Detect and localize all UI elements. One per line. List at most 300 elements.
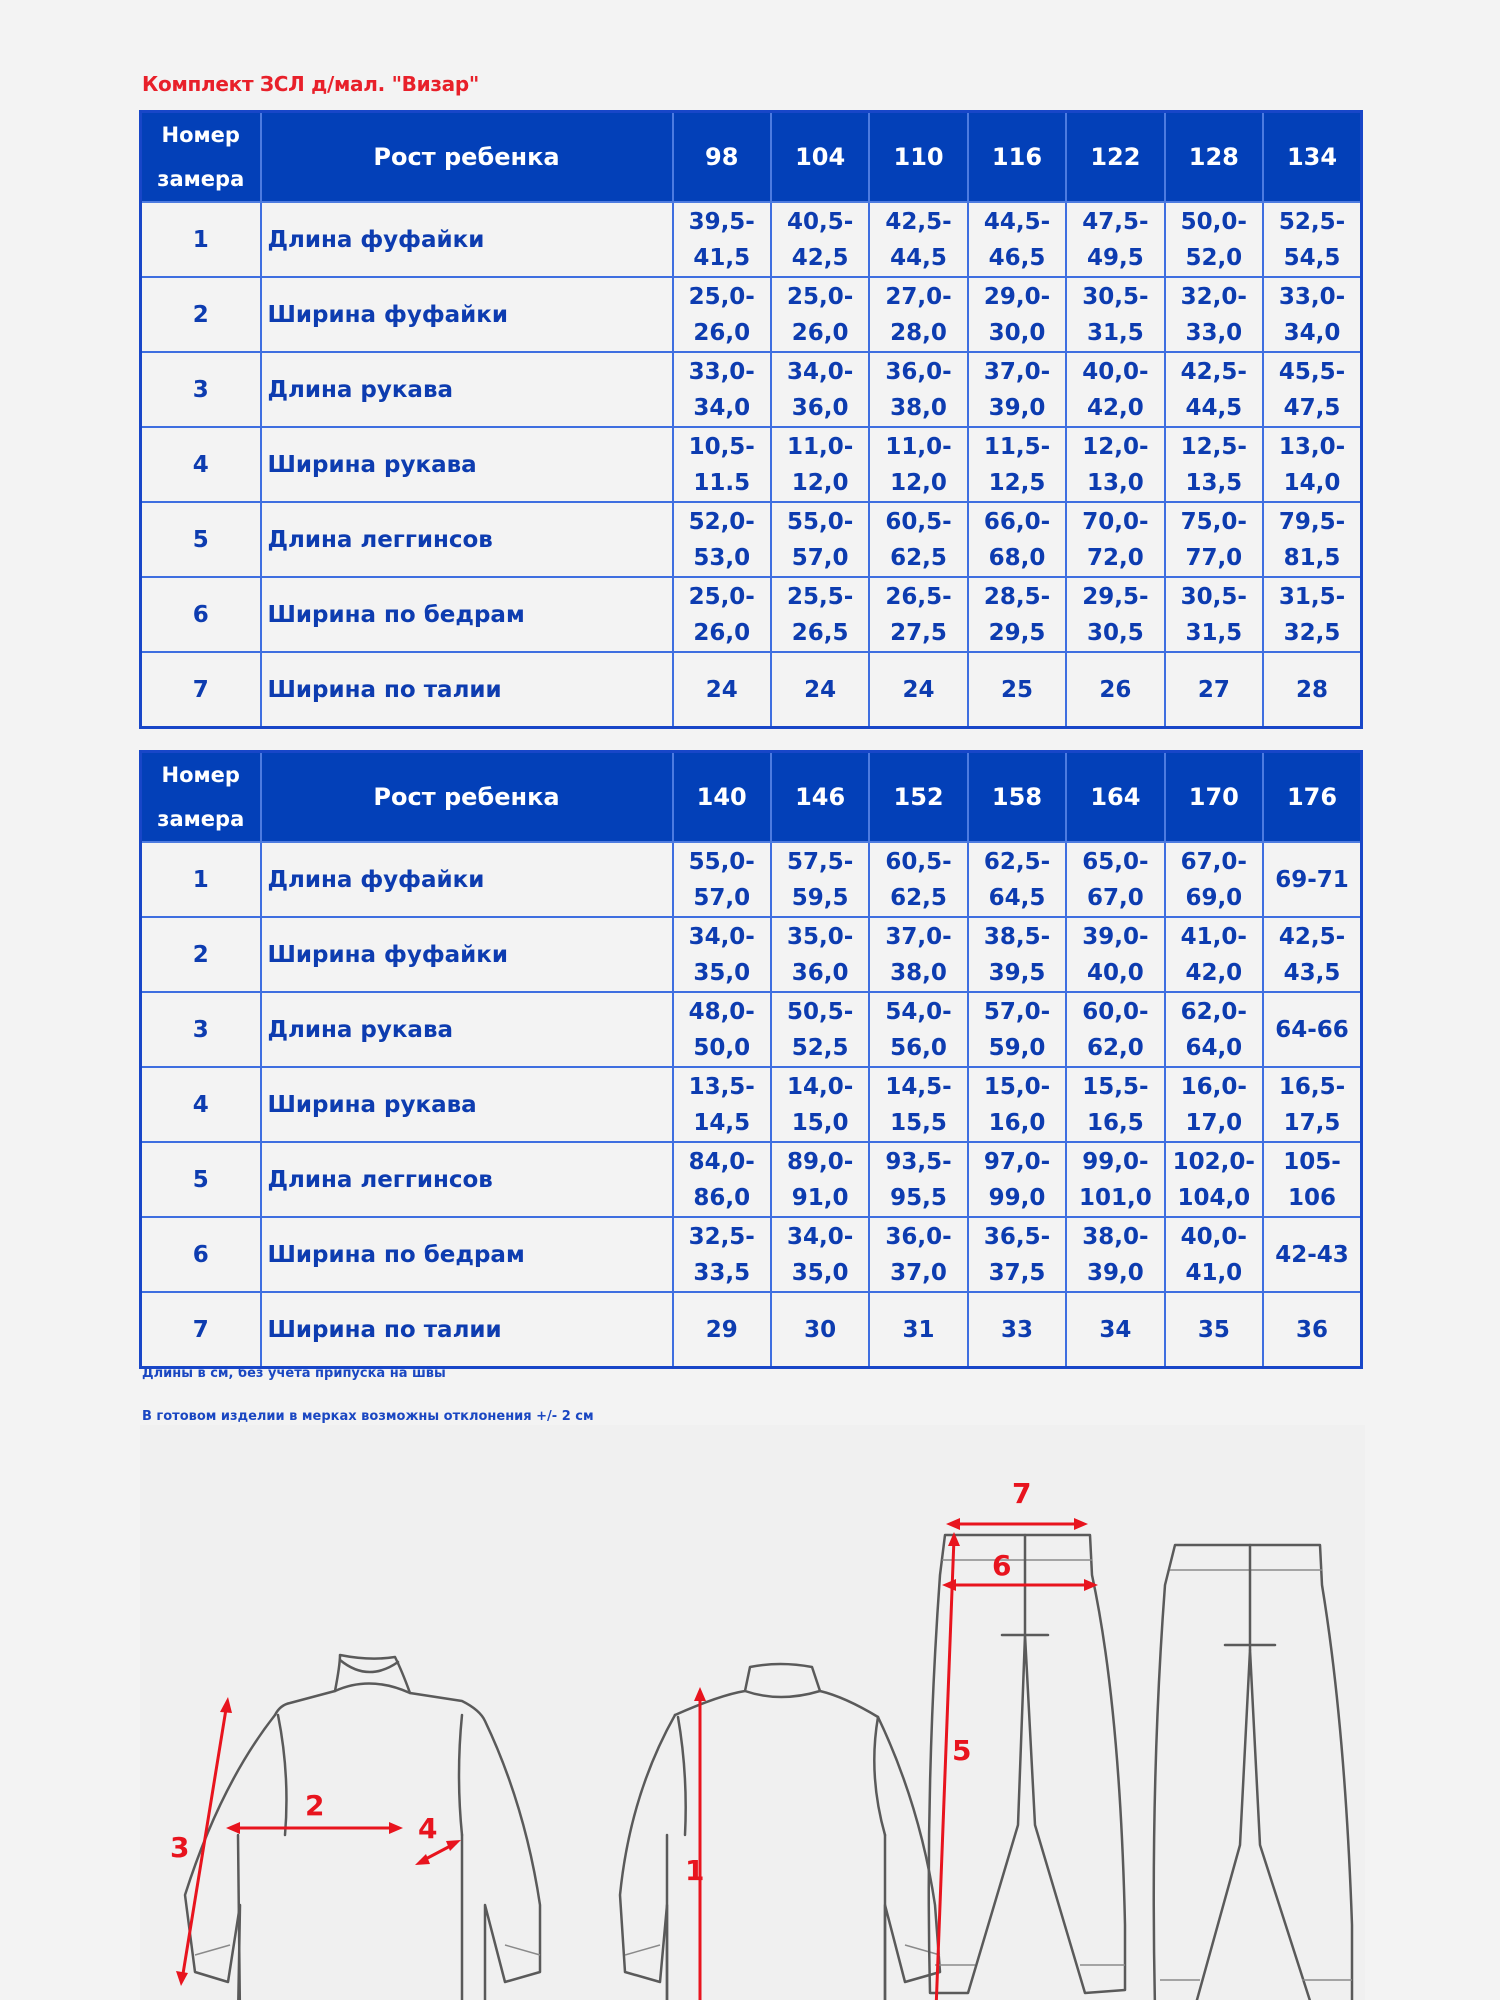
measure-value: 39,5-: [688, 208, 755, 235]
size-header-98: 98: [673, 112, 771, 203]
measure-value-cell: [673, 1217, 771, 1292]
measure-value: 39,5: [988, 959, 1046, 986]
table-row: [141, 202, 1362, 277]
height-header: Рост ребенка: [261, 112, 673, 203]
measure-value: 36: [1296, 1316, 1329, 1343]
measure-value: 28: [1296, 676, 1329, 703]
measure-value: 30: [804, 1316, 837, 1343]
measure-label: Длина рукава: [261, 992, 673, 1067]
measure-value: 42,5-: [885, 208, 952, 235]
table-row: [141, 992, 1362, 1067]
measure-value-cell: [673, 917, 771, 992]
measure-value-cell: [968, 1292, 1066, 1368]
measure-value-cell: [1165, 1142, 1263, 1217]
marker-5-label: 5: [952, 1734, 972, 1767]
measure-value: 36,0: [791, 959, 849, 986]
table-row: [141, 1292, 1362, 1368]
measure-value-cell: [1165, 842, 1263, 917]
measure-value-cell: [869, 352, 967, 427]
measure-value-cell: [1165, 652, 1263, 728]
measure-value: 26,5: [791, 619, 849, 646]
measure-value: 38,0: [890, 959, 947, 986]
marker-1-label: 1: [685, 1854, 705, 1887]
measure-value: 40,5-: [786, 208, 854, 235]
measure-value: 47,5-: [1082, 208, 1149, 235]
measure-value-cell: [1165, 577, 1263, 652]
measure-value-cell: [771, 1292, 869, 1368]
measure-value-cell: [968, 917, 1066, 992]
measure-value: 62,0-: [1180, 998, 1247, 1025]
size-header-176: 176: [1263, 752, 1361, 843]
measure-value: 69-71: [1275, 866, 1349, 893]
measure-value: 26,0: [693, 619, 751, 646]
table-row: [141, 1067, 1362, 1142]
measure-value-cell: [968, 652, 1066, 728]
measure-value: 26,0: [791, 319, 849, 346]
measure-value: 69,0: [1185, 884, 1243, 911]
measure-value: 67,0-: [1180, 848, 1247, 875]
measure-value: 30,5: [1087, 619, 1144, 646]
measure-value: 12,5-: [1180, 433, 1247, 460]
measure-value-cell: [869, 502, 967, 577]
measure-value: 39,0-: [1082, 923, 1149, 950]
measure-value: 24: [804, 676, 837, 703]
measure-value: 35,0-: [786, 923, 854, 950]
measure-value: 40,0-: [1082, 358, 1149, 385]
measure-number: 7: [141, 652, 261, 728]
measure-value-cell: [1165, 202, 1263, 277]
measure-value-cell: [869, 427, 967, 502]
measure-value: 15,5-: [1082, 1073, 1149, 1100]
measure-value: 11,0-: [885, 433, 952, 460]
measure-value: 33,5: [693, 1259, 751, 1286]
measure-value: 64-66: [1275, 1016, 1349, 1043]
measure-value: 53,0: [693, 544, 751, 571]
measure-value-cell: [673, 652, 771, 728]
measure-value: 41,0-: [1180, 923, 1247, 950]
measure-value: 55,0-: [688, 848, 755, 875]
measure-value: 43,5: [1283, 959, 1341, 986]
measure-value: 24: [902, 676, 935, 703]
page-title: Комплект ЗСЛ д/мал. "Визар": [142, 72, 479, 96]
measure-value-cell: [771, 502, 869, 577]
measure-value: 27,5: [890, 619, 947, 646]
measure-value-cell: [1066, 917, 1164, 992]
measure-value: 36,0-: [885, 358, 952, 385]
measure-value: 34,0-: [688, 923, 755, 950]
measure-value-cell: [1165, 1292, 1263, 1368]
measure-value: 14,0: [1283, 469, 1341, 496]
measure-value: 70,0-: [1082, 508, 1149, 535]
marker-3-label: 3: [170, 1831, 190, 1864]
measure-label: Ширина рукава: [261, 427, 673, 502]
measure-value-cell: [869, 1292, 967, 1368]
marker-2-label: 2: [305, 1789, 325, 1822]
shirt-back-drawing: [620, 1664, 940, 2000]
measure-value: 46,5: [988, 244, 1046, 271]
measure-value-cell: [1066, 352, 1164, 427]
measure-value-cell: [1066, 652, 1164, 728]
measure-value-cell: [1165, 1217, 1263, 1292]
measure-value: 32,5: [1283, 619, 1341, 646]
measure-value: 17,5: [1283, 1109, 1341, 1136]
measure-value: 72,0: [1087, 544, 1144, 571]
measure-value: 64,0: [1185, 1034, 1243, 1061]
measure-value-cell: [1263, 502, 1361, 577]
measure-value: 99,0-: [1082, 1148, 1149, 1175]
measure-value: 44,5: [1185, 394, 1243, 421]
measure-value: 52,0-: [688, 508, 755, 535]
measure-value: 33,0-: [688, 358, 755, 385]
measure-value: 91,0: [791, 1184, 849, 1211]
measure-value-cell: [673, 577, 771, 652]
size-header-164: 164: [1066, 752, 1164, 843]
measure-value: 50,5-: [786, 998, 854, 1025]
measure-value: 52,0: [1185, 244, 1243, 271]
measure-value-cell: [1066, 842, 1164, 917]
measure-value: 50,0-: [1180, 208, 1247, 235]
measure-value: 50,0: [693, 1034, 751, 1061]
measure-value: 54,0-: [885, 998, 952, 1025]
measure-value-cell: [968, 1067, 1066, 1142]
measure-value: 34: [1099, 1316, 1132, 1343]
measure-label: Ширина по талии: [261, 1292, 673, 1368]
measure-value-cell: [968, 502, 1066, 577]
measure-value: 15,0-: [983, 1073, 1051, 1100]
measure-value-cell: [1066, 202, 1164, 277]
measure-value: 102,0-: [1172, 1148, 1255, 1175]
table-row: [141, 427, 1362, 502]
measure-value: 52,5: [791, 1034, 849, 1061]
measure-value: 31,5: [1185, 619, 1243, 646]
measure-label: Ширина по бедрам: [261, 577, 673, 652]
measure-value: 75,0-: [1180, 508, 1247, 535]
measure-value: 29,0-: [983, 283, 1051, 310]
measure-number: 6: [141, 577, 261, 652]
measure-value-cell: [1263, 352, 1361, 427]
measure-value: 30,5-: [1082, 283, 1149, 310]
measure-value: 97,0-: [983, 1148, 1051, 1175]
measure-number: 3: [141, 352, 261, 427]
measure-value: 57,0-: [983, 998, 1051, 1025]
measure-value: 37,0-: [885, 923, 952, 950]
measure-value: 105-: [1283, 1148, 1341, 1175]
measure-value-cell: [869, 992, 967, 1067]
measure-value: 45,5-: [1278, 358, 1346, 385]
measure-value-cell: [869, 1217, 967, 1292]
measure-value: 37,0-: [983, 358, 1051, 385]
measure-value-cell: [673, 842, 771, 917]
measure-value: 37,5: [988, 1259, 1046, 1286]
measure-value-cell: [1066, 992, 1164, 1067]
measure-value: 36,0-: [885, 1223, 952, 1250]
measure-value: 13,0: [1087, 469, 1144, 496]
height-header: Рост ребенка: [261, 752, 673, 843]
measure-value: 14,5: [693, 1109, 751, 1136]
marker-7-arrow: [946, 1518, 1088, 1530]
measure-value: 32,0-: [1180, 283, 1247, 310]
size-header-140: 140: [673, 752, 771, 843]
measure-value: 38,0-: [1082, 1223, 1149, 1250]
measure-value: 29: [705, 1316, 738, 1343]
measure-label: Ширина по талии: [261, 652, 673, 728]
measure-value: 33,0-: [1278, 283, 1346, 310]
measure-value-cell: [673, 1142, 771, 1217]
size-header-128: 128: [1165, 112, 1263, 203]
measure-value: 68,0: [988, 544, 1046, 571]
measure-value: 67,0: [1087, 884, 1144, 911]
measure-value: 33,0: [1185, 319, 1243, 346]
measure-value: 79,5-: [1278, 508, 1346, 535]
measure-value: 60,5-: [885, 508, 952, 535]
measure-value-cell: [1165, 1067, 1263, 1142]
measure-value: 27: [1197, 676, 1230, 703]
measure-value-cell: [1066, 502, 1164, 577]
measure-value-cell: [869, 1142, 967, 1217]
measure-value: 14,5-: [885, 1073, 952, 1100]
measure-value: 31,5: [1087, 319, 1144, 346]
measure-value-cell: [673, 277, 771, 352]
measure-label: Длина фуфайки: [261, 842, 673, 917]
measure-number: 4: [141, 427, 261, 502]
measure-number: 5: [141, 502, 261, 577]
measure-value: 41,5: [693, 244, 751, 271]
table-row: [141, 502, 1362, 577]
marker-2-arrow: [226, 1822, 403, 1834]
measure-value: 28,0: [890, 319, 947, 346]
measure-value-cell: [1263, 992, 1361, 1067]
table-row: [141, 1217, 1362, 1292]
measure-label: Ширина фуфайки: [261, 277, 673, 352]
measure-value-cell: [1263, 842, 1361, 917]
measure-value-cell: [869, 917, 967, 992]
marker-1-arrow: [694, 1687, 706, 2000]
measure-value: 13,5-: [688, 1073, 755, 1100]
table-row: [141, 352, 1362, 427]
measure-value-cell: [771, 992, 869, 1067]
measure-value: 42,0: [1185, 959, 1243, 986]
measure-value: 26: [1099, 676, 1132, 703]
measure-value-cell: [673, 1067, 771, 1142]
measure-value-cell: [771, 917, 869, 992]
marker-6-label: 6: [992, 1549, 1012, 1582]
measure-value-cell: [869, 277, 967, 352]
measure-value: 25,5-: [786, 583, 854, 610]
measure-value: 10,5-: [688, 433, 755, 460]
measure-value: 99,0: [988, 1184, 1046, 1211]
measure-value: 36,0: [791, 394, 849, 421]
note-units: Длины в см, без учета припуска на швы: [142, 1366, 446, 1381]
measure-value: 39,0: [988, 394, 1046, 421]
table-row: [141, 842, 1362, 917]
size-table-2: [139, 750, 1363, 1369]
measure-value: 30,5-: [1180, 583, 1247, 610]
measure-value-cell: [771, 427, 869, 502]
measure-value: 54,5: [1283, 244, 1341, 271]
measure-value-cell: [968, 1217, 1066, 1292]
measure-number: 5: [141, 1142, 261, 1217]
measure-value: 77,0: [1185, 544, 1243, 571]
measure-value: 39,0: [1087, 1259, 1144, 1286]
measure-value: 48,0-: [688, 998, 755, 1025]
measure-value-cell: [968, 427, 1066, 502]
measure-label: Длина фуфайки: [261, 202, 673, 277]
measure-value: 34,0: [1283, 319, 1341, 346]
measure-label: Длина леггинсов: [261, 502, 673, 577]
measure-value-cell: [1066, 1217, 1164, 1292]
measure-value-cell: [771, 842, 869, 917]
measure-value: 64,5: [988, 884, 1046, 911]
measure-value-cell: [771, 352, 869, 427]
measure-number: 6: [141, 1217, 261, 1292]
measure-label: Ширина по бедрам: [261, 1217, 673, 1292]
measure-label: Длина леггинсов: [261, 1142, 673, 1217]
measure-value: 26,5-: [885, 583, 952, 610]
measure-value: 16,5-: [1278, 1073, 1346, 1100]
measure-value-cell: [673, 502, 771, 577]
measure-value: 42,5-: [1180, 358, 1247, 385]
measure-value-cell: [1263, 1142, 1361, 1217]
measure-value-cell: [1263, 652, 1361, 728]
measure-value: 104,0: [1177, 1184, 1251, 1211]
measure-value: 62,5: [890, 544, 947, 571]
measure-value: 14,0-: [786, 1073, 854, 1100]
size-header-170: 170: [1165, 752, 1263, 843]
measure-value: 38,0: [890, 394, 947, 421]
measure-value-cell: [968, 577, 1066, 652]
measure-value-cell: [1066, 1067, 1164, 1142]
measure-value: 57,0: [791, 544, 849, 571]
measure-value: 28,5-: [983, 583, 1051, 610]
measure-number: 7: [141, 1292, 261, 1368]
table-row: [141, 577, 1362, 652]
measure-value: 57,5-: [786, 848, 854, 875]
size-header-152: 152: [869, 752, 967, 843]
table-header-row: [141, 112, 1362, 203]
measure-value: 31: [902, 1316, 935, 1343]
measure-value: 62,0: [1087, 1034, 1144, 1061]
table-row: [141, 1142, 1362, 1217]
measure-value-cell: [1165, 427, 1263, 502]
measure-value: 55,0-: [786, 508, 854, 535]
measure-value: 32,5-: [688, 1223, 755, 1250]
measure-value-cell: [1165, 352, 1263, 427]
measure-value-cell: [1263, 427, 1361, 502]
measure-value: 30,0: [988, 319, 1046, 346]
size-header-146: 146: [771, 752, 869, 843]
measure-number-header: Номер замера: [141, 112, 261, 203]
measure-value: 25,0-: [786, 283, 854, 310]
measure-value-cell: [673, 202, 771, 277]
measure-value: 25,0-: [688, 583, 755, 610]
measure-value: 84,0-: [688, 1148, 755, 1175]
marker-7-label: 7: [1012, 1477, 1032, 1510]
measure-value-cell: [673, 352, 771, 427]
measure-number: 1: [141, 842, 261, 917]
measure-value: 12,0: [791, 469, 849, 496]
size-header-158: 158: [968, 752, 1066, 843]
measure-value-cell: [1165, 502, 1263, 577]
measure-label: Длина рукава: [261, 352, 673, 427]
measure-value: 24: [705, 676, 738, 703]
measure-value: 35,0: [791, 1259, 849, 1286]
measure-value-cell: [771, 1067, 869, 1142]
measure-value: 106: [1288, 1184, 1337, 1211]
measure-value-cell: [968, 202, 1066, 277]
table-row: [141, 277, 1362, 352]
measure-value: 42,5: [791, 244, 849, 271]
measure-value: 56,0: [890, 1034, 947, 1061]
measure-value: 34,0-: [786, 1223, 854, 1250]
measure-value-cell: [968, 842, 1066, 917]
measure-value-cell: [1066, 1142, 1164, 1217]
measure-value: 49,5: [1087, 244, 1144, 271]
measure-value-cell: [771, 1217, 869, 1292]
measure-value-cell: [1165, 917, 1263, 992]
measure-value: 29,5: [988, 619, 1046, 646]
measure-value: 89,0-: [786, 1148, 854, 1175]
measure-value-cell: [869, 652, 967, 728]
measure-value: 16,5: [1087, 1109, 1144, 1136]
measure-value-cell: [869, 577, 967, 652]
size-header-104: 104: [771, 112, 869, 203]
measure-value: 16,0: [988, 1109, 1046, 1136]
measure-value: 12,5: [988, 469, 1046, 496]
measure-number: 4: [141, 1067, 261, 1142]
marker-4-label: 4: [418, 1812, 438, 1845]
measure-value-cell: [1263, 202, 1361, 277]
measure-value-cell: [673, 427, 771, 502]
measure-value: 34,0-: [786, 358, 854, 385]
measure-value: 36,5-: [983, 1223, 1051, 1250]
measure-value-cell: [1066, 427, 1164, 502]
measure-number: 1: [141, 202, 261, 277]
measure-value-cell: [1165, 277, 1263, 352]
measure-value: 11,5-: [983, 433, 1051, 460]
measure-value-cell: [1263, 277, 1361, 352]
measure-value: 16,0-: [1180, 1073, 1247, 1100]
measure-value: 42,5-: [1278, 923, 1346, 950]
measure-value: 13,5: [1185, 469, 1243, 496]
measure-value-cell: [1066, 1292, 1164, 1368]
measure-value: 15,5: [890, 1109, 947, 1136]
measure-value-cell: [968, 277, 1066, 352]
measure-value: 62,5: [890, 884, 947, 911]
measure-value-cell: [968, 1142, 1066, 1217]
measure-value: 29,5-: [1082, 583, 1149, 610]
measure-value: 57,0: [693, 884, 751, 911]
measure-value: 40,0-: [1180, 1223, 1247, 1250]
size-header-122: 122: [1066, 112, 1164, 203]
measure-value-cell: [771, 202, 869, 277]
measure-value: 11,0-: [786, 433, 854, 460]
measure-value: 17,0: [1185, 1109, 1243, 1136]
marker-6-arrow: [942, 1579, 1098, 1591]
measure-value-cell: [1263, 1217, 1361, 1292]
measure-value-cell: [968, 352, 1066, 427]
measure-value-cell: [869, 1067, 967, 1142]
size-table-1: [139, 110, 1363, 729]
measure-value: 42-43: [1275, 1241, 1349, 1268]
measure-value: 15,0: [791, 1109, 849, 1136]
measure-number-header: Номер замера: [141, 752, 261, 843]
measure-value: 35,0: [693, 959, 751, 986]
measure-value: 93,5-: [885, 1148, 952, 1175]
measure-value: 101,0: [1079, 1184, 1152, 1211]
measure-value: 60,0-: [1082, 998, 1149, 1025]
measure-value-cell: [1263, 577, 1361, 652]
measure-value: 59,5: [791, 884, 849, 911]
